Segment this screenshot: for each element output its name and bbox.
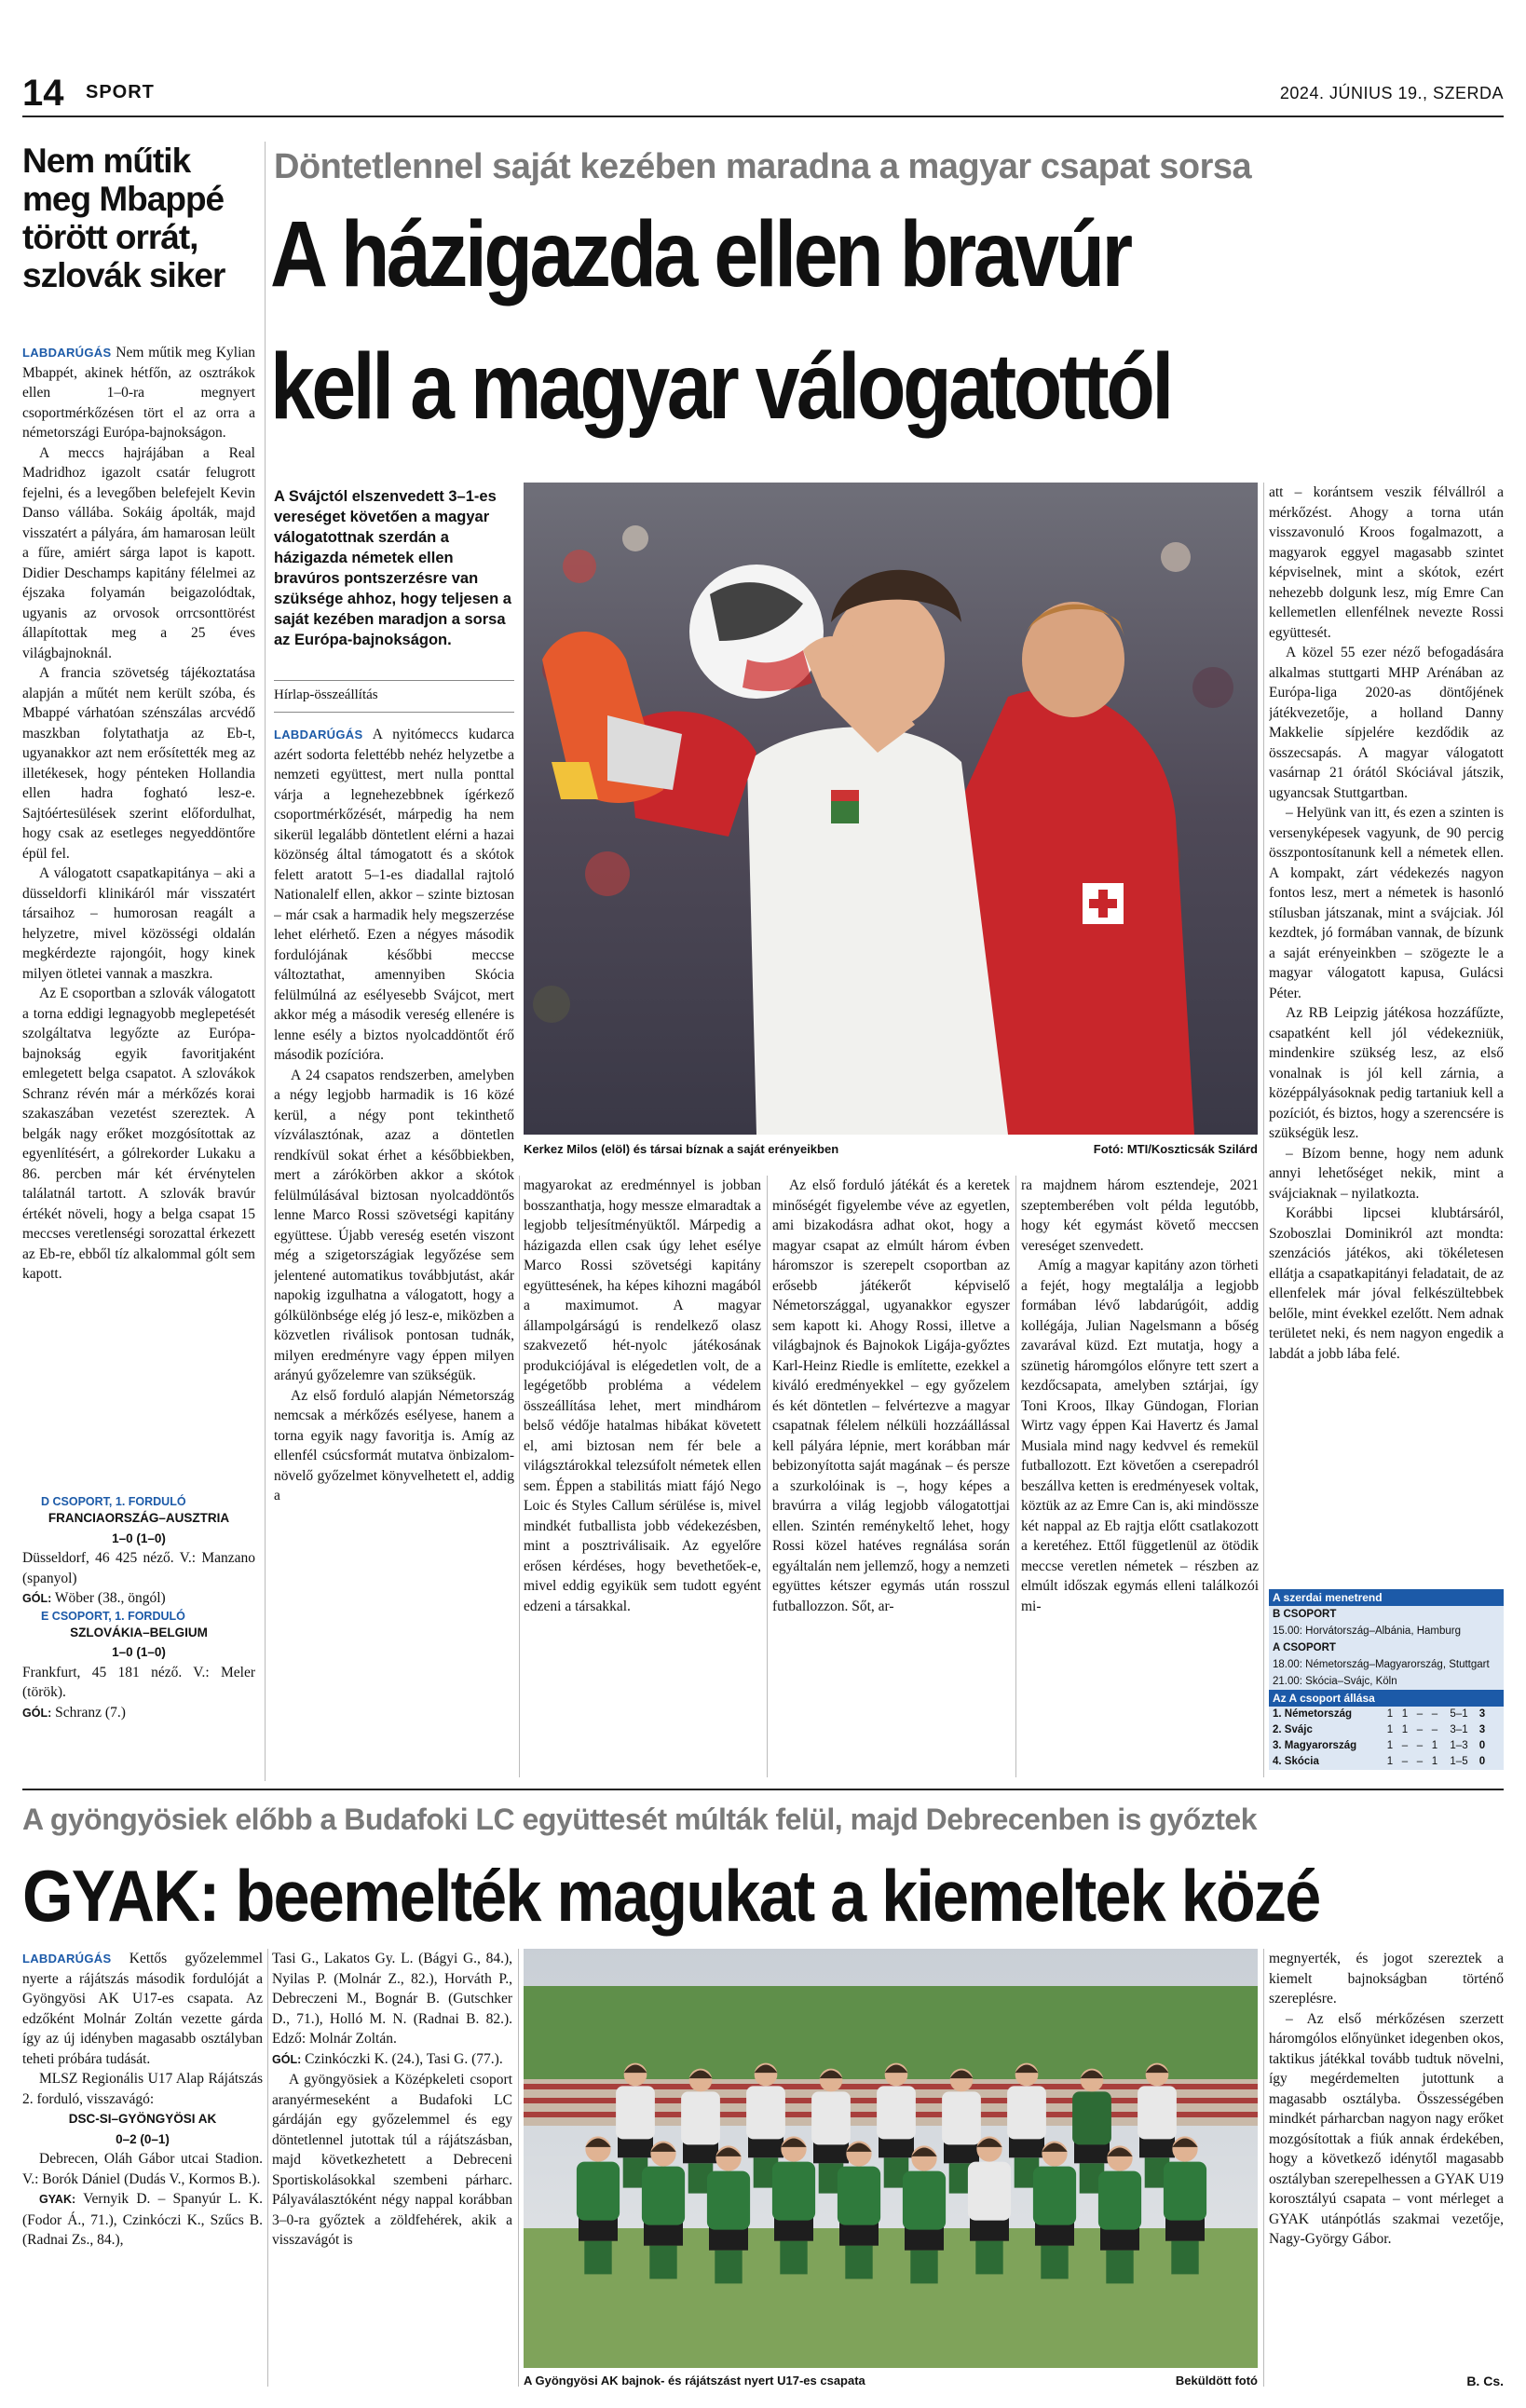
schedule-title: A szerdai menetrend bbox=[1269, 1589, 1504, 1606]
result1-teams: FRANCIAORSZÁG–AUSZTRIA bbox=[48, 1511, 230, 1525]
standings-cell: – bbox=[1416, 1724, 1424, 1735]
bottom-headline: GYAK: beemelték magukat a kiemeltek közé bbox=[22, 1855, 1320, 1937]
bottom-col1: LABDARÚGÁS Kettős győzelemmel nyerte a rájátszás második fordulóját a Gyöngyösi AK U17-es csapata. Az edzőként Molnár Zoltán vezette gárda így az új idényben magasabb osztályban teheti próbára tudását. MLSZ Regionális U17 Alap Rájátszás 2. forduló, visszavágó: DSC-SI–GYÖNGYÖSI AK 0–2 (0–1) Debrecen, Oláh Gábor utcai Stadion. V.: Borók Dániel (Dudás V., Kormos B.). GYAK: Vernyik D. – Spanyúr L. K. (Fodor Á., 71.), Czinkóczi K., Szűcs B. (Radnai Zs., 84.), bbox=[22, 1949, 263, 2396]
byline-rule bbox=[274, 712, 514, 713]
bottom-divider-3 bbox=[1263, 1949, 1264, 2387]
main-headline-line1: A házigazda ellen bravúr bbox=[270, 202, 1130, 306]
bottom-kicker: LABDARÚGÁS bbox=[22, 1952, 112, 1966]
page-number: 14 bbox=[22, 73, 64, 114]
standings-cell: 0 bbox=[1478, 1756, 1486, 1767]
standings-cell: 1 bbox=[1401, 1708, 1409, 1720]
main-photo bbox=[524, 483, 1258, 1135]
team-photo-credit: Beküldött fotó bbox=[1175, 2374, 1258, 2388]
main-col5: att – korántsem veszik félvállról a mérkőzést. Ahogy a torna után visszavonuló Kroos fogalmazott, a magyarok eggyel magasabb szintet képviselnek, mint a skótok, ezért nehezebb dolgunk lesz, míg Emre Can kellemetlen ellenfélnek nevezte Rossi együttesét. A közel 55 ezer néző befogadására alkalmas stuttgarti MHP Arénában az Európa-liga 2020-as döntőjének játékvezetője, a holland Danny Makkelie sípjelére kezdődik az összecsapás. A magyar válogatott vasárnap 21 órától Skóciával játszik, ugyancsak Stuttgartban. – Helyünk van itt, és ezen a szinten is versenyképesek vagyunk, de 90 percig összpontosítanunk kell a németek ellen. A kompakt, zárt védekezés nagyon fontos lesz, mert a németek is hasonló stílusban játszanak, mint a svájciak. Jól kezdtek, jó formában vannak, de bízunk a saját erényeinkben – szögezte le a magyar válogatott kapusa, Gulácsi Péter. Az RB Leipzig játékosa hozzáfűzte, csapatként kell jól védekezniük, mindenkire szükség lesz, az első vonalnak is jól kell zárnia, a középpályásoknak pedig tartaniuk kell a pozíciót, és biztos, hogy a szerencsére is szükségük lesz. – Bízom benne, hogy nem adunk annyi lehetőséget nekik, mint a svájciaknak – nyilatkozta. Korábbi lipcsei klubtársáról, Szoboszlai Dominikról azt mondta: szenzációs játékos, aki tökéletesen ellátja a csapatkapitányi feladatait, de az ellenfelek már jóval felkészültebbek belőle, mint évekkel ezelőtt. Nem adnak területet neki, és nem nagyon engedik a labdát a jobb lába felé. bbox=[1269, 484, 1504, 1362]
bottom-result-teams: DSC-SI–GYÖNGYÖSI AK bbox=[68, 2112, 217, 2126]
standings-team: 3. Magyarország bbox=[1273, 1740, 1357, 1751]
result2-venue: Frankfurt, 45 181 néző. V.: Meler (török). bbox=[22, 1664, 255, 1700]
left-p3: A francia szövetség tájékoztatása alapján a műtét nem került szóba, és Mbappé várhatóan szénszálas arcvédő maszkban folytathatja az Eb-t, ugyanakkor azt nem erősítették meg az illetékesek, hogy pénteken Hollandia ellen hadra fogható lesz-e. Sajtóértesülések szerint előfordulhat, hogy csak az esetleges negyeddöntőre épül fel. bbox=[22, 665, 255, 862]
standings-cell: – bbox=[1431, 1724, 1438, 1735]
standings-cell: 3 bbox=[1478, 1708, 1486, 1720]
section-label: SPORT bbox=[86, 82, 155, 102]
bottom-story-rule bbox=[22, 1789, 1504, 1790]
standings-team: 4. Skócia bbox=[1273, 1756, 1319, 1767]
bottom-signature: B. Cs. bbox=[1466, 2374, 1504, 2388]
bottom-result-venue: Debrecen, Oláh Gábor utcai Stadion. V.: Borók Dániel (Dudás V., Kormos B.). bbox=[22, 2151, 263, 2187]
main-photo-caption: Kerkez Milos (elöl) és társai bíznak a saját erényeikben bbox=[524, 1142, 839, 1156]
main-kicker: LABDARÚGÁS bbox=[274, 728, 363, 741]
result2-score: 1–0 (1–0) bbox=[112, 1645, 166, 1659]
standings-cell: 1 bbox=[1401, 1724, 1409, 1735]
schedule-box bbox=[1269, 1589, 1504, 1770]
main-photo-credit: Fotó: MTI/Koszticsák Szilárd bbox=[1093, 1142, 1258, 1156]
standings-cell: 1–5 bbox=[1450, 1756, 1468, 1767]
standings-cell: 5–1 bbox=[1450, 1708, 1468, 1720]
result1-round: D CSOPORT, 1. FORDULÓ bbox=[41, 1495, 186, 1508]
left-p5: Az E csoportban a szlovák válogatott a torna eddigi legnagyobb meglepetését szolgáltatva legyőzte az Európa-bajnokság egyik favoritjaként emlegetett belga csapatot. A szlovákok Schranz révén már a mérkőzés korai szakaszában vezetést szereztek. A belgák nagy erőket mozgósítottak az egyenlítésért, a gólrekorder Lukaku a 86. percben már két érvénytelen találatnál tartott. A szlovák bravúr értékét növeli, hogy a belga csapat 15 meccses veretlenségi sorozattal érkezett az Eb-re, ebből tíz alkalommal gólt sem kapott. bbox=[22, 986, 255, 1282]
standings-cell: 1 bbox=[1431, 1756, 1438, 1767]
team-photo-caption: A Gyöngyösi AK bajnok- és rájátszást nyert U17-es csapata bbox=[524, 2374, 865, 2388]
main-col2: magyarokat az eredménnyel is jobban bosszanthatja, hogy messze elmaradtak a legjobb teljesítményüktől. Márpedig a házigazda ellen csak úgy lehet esélye Marco Rossi szövetségi kapitány együttesének, ha képes kihozni magából a maximumot. A magyar állampolgárságú is rendelkező olasz szakvezető hét-nyolc játékosának produkciójával is elégedetlen volt, de a legégetőbb probléma a védelem összeállítása lehet, mert mindhárom belső védője hatalmas hibákat követett el, ami biztosan nem fér bele a világsztárokkal telezsúfolt németek ellen sem. Éppen a stabilitás miatt fájó Nego Loic és Styles Callum sérülése is, mivel mindkét futballista jobb védekezésben, mint a posztriválisaik. Az egyelőre erősen kérdéses, hogy bevethetőek-e, mivel eddig egyikük sem tudott egyént edzeni a társakkal. bbox=[524, 1177, 761, 1614]
schedule-a-match2: 21.00: Skócia–Svájc, Köln bbox=[1273, 1676, 1397, 1687]
left-results bbox=[22, 1495, 255, 1723]
header-rule bbox=[22, 116, 1504, 117]
schedule-group-a: A CSOPORT bbox=[1273, 1642, 1336, 1653]
standings-cell: 1 bbox=[1386, 1740, 1394, 1751]
left-p4: A válogatott csapatkapitánya – aki a düsseldorfi klinikáról már visszatért társaihoz – humorosan reagált a helyzetre, mivel közösségi oldalán megkérdezte rajongóit, hogy kinek milyen ötletei vannak a maszkra. bbox=[22, 865, 255, 982]
bottom-result-lineup: GYAK: Vernyik D. – Spanyúr L. K. (Fodor Á., 71.), Czinkóczi K., Szűcs B. (Radnai Zs., 84.), bbox=[22, 2191, 263, 2248]
col-divider-3 bbox=[1015, 1176, 1016, 1777]
standings-team: 1. Németország bbox=[1273, 1708, 1353, 1720]
standings-cell: – bbox=[1431, 1708, 1438, 1720]
lead-rule bbox=[274, 680, 514, 681]
main-col4: ra majdnem három esztendeje, 2021 szeptemberében volt példa legutóbb, hogy két egymást követő meccsen vereséget szenvedett. Amíg a magyar kapitány azon törheti a fejét, hogy megtalálja a legjobb formában lévő labdarúgóit, addig kollégája, Julian Nagelsmann a bőség zavarával küzd. Ezt mutatja, hogy a szünetig háromgólos előnyre tett szert a kezdőcsapata, amelyben sztárjai, így Toni Kroos, Ilkay Gündogan, Florian Wirtz vagy éppen Kai Havertz és Jamal Musiala mind nagy kedvvel és remekül futballozott. Ezt követően a cserepadról beszállva ketten is eredményesek voltak, köztük az az Emre Can is, aki mindössze két nappal az Eb rajtja előtt csatlakozott a keretéhez. Ettől függetlenül az ötödik meccse veretlen németek – részben az elmúlt időszak egymás elleni találkozói mi- bbox=[1021, 1177, 1259, 1614]
result1-score: 1–0 (1–0) bbox=[112, 1531, 166, 1545]
standings-cell: – bbox=[1401, 1740, 1409, 1751]
bottom-overline: A gyöngyösiek előbb a Budafoki LC együttesét múlták felül, majd Debrecenben is győztek bbox=[22, 1803, 1257, 1836]
standings-cell: 1 bbox=[1386, 1756, 1394, 1767]
col-divider-1 bbox=[519, 1176, 520, 1777]
standings-cell: – bbox=[1416, 1756, 1424, 1767]
left-headline: Nem műtik meg Mbappé törött orrát, szlovák siker bbox=[22, 142, 225, 294]
col-divider-4 bbox=[1263, 483, 1264, 1777]
col-divider-2 bbox=[767, 1176, 768, 1777]
standings-cell: 1 bbox=[1431, 1740, 1438, 1751]
standings-team: 2. Svájc bbox=[1273, 1724, 1313, 1735]
result2-round: E CSOPORT, 1. FORDULÓ bbox=[41, 1609, 185, 1623]
standings-row bbox=[1269, 1707, 1504, 1722]
bottom-result-score: 0–2 (0–1) bbox=[116, 2131, 170, 2146]
bottom-divider-2 bbox=[518, 1949, 519, 2387]
standings-cell: 3–1 bbox=[1450, 1724, 1468, 1735]
standings-row bbox=[1269, 1738, 1504, 1754]
team-photo bbox=[524, 1949, 1258, 2368]
bottom-col3: megnyerték, és jogot szereztek a kiemelt bajnokságban történő szereplésre. – Az első mérkőzésen szerzett háromgólos előnyünket idegenben okos, taktikus játékkal tovább tudtuk növelni, így megérdemelten jutottunk a magasabb osztályba. Összességében mindkét párharcban nagyon nagy erőket mozgósítottak a fiúk annak érdekében, hogy a következő idénytől magasabb osztályban szerepelhessen a GYAK U19 korosztályú csapata – vont mérleget a GYAK utánpótlás szakmai vezetője, Nagy-György Gábor. bbox=[1269, 1951, 1504, 2247]
left-body bbox=[22, 343, 255, 1489]
standings-cell: 0 bbox=[1478, 1740, 1486, 1751]
standings-cell: 1 bbox=[1386, 1708, 1394, 1720]
standings-cell: – bbox=[1416, 1708, 1424, 1720]
issue-date: 2024. JÚNIUS 19., SZERDA bbox=[1279, 84, 1504, 102]
standings-cell: 3 bbox=[1478, 1724, 1486, 1735]
main-byline: Hírlap-összeállítás bbox=[274, 687, 378, 702]
left-p2: A meccs hajrájában a Real Madridhoz igazolt csatár felugrott fejelni, és a levegőben belefejelt Kevin Danso vállába. Sokáig ápolták, majd visszatért a pályára, ám hamarosan leült a fűre, amiért sárga lapot is kapott. Didier Deschamps kapitány félelmei az éjszaka folyamán beigazolódtak, ugyanis az orvosok orrcsonttörést állapítottak meg a 25 éves világbajnoknál. bbox=[22, 444, 255, 661]
left-p1: Nem műtik meg Kylian Mbappét, akinek hétfőn, az osztrákok ellen 1–0-ra megnyert csoportmérkőzésen tört el az orra a németországi Európa-bajnokságon. bbox=[22, 345, 255, 441]
main-overline: Döntetlennel saját kezében maradna a magyar csapat sorsa bbox=[274, 147, 1252, 186]
standings-cell: – bbox=[1401, 1756, 1409, 1767]
result1-venue: Düsseldorf, 46 425 néző. V.: Manzano (spanyol) bbox=[22, 1550, 255, 1586]
schedule-b-match1: 15.00: Horvátország–Albánia, Hamburg bbox=[1273, 1626, 1462, 1637]
football-players-photo bbox=[524, 483, 1258, 1135]
result2-teams: SZLOVÁKIA–BELGIUM bbox=[70, 1625, 208, 1639]
standings-row bbox=[1269, 1754, 1504, 1770]
result2-goals: GÓL: Schranz (7.) bbox=[22, 1704, 126, 1721]
standings-cell: – bbox=[1416, 1740, 1424, 1751]
main-col3: Az első forduló játékát és a keretek minőségét figyelembe véve az egyetlen, ami bizakodásra adhat okot, hogy a magyar csapat az elmúlt három évben háromszor is szerepelt csoportban az erősebb játékerőt képviselő Németországgal, ugyanakkor egyszer sem kapott ki. Ahogy Rossi, illetve a világbajnok és Bajnokok Ligája-győztes Karl-Heinz Riedle is említette, ezekkel a kiváló eredményekkel – egy győzelem és két döntetlen – felvértezve a magyar csapatnak félelem nélküli hozzáállással kell pályára lépnie, mert korábban már bebizonyította saját magának – és persze a szurkolóinak is –, hogy képes a bravúrra a világ legjobb válogatottjai ellen. Szintén reménykeltő lehet, hogy Rossi közel hatéves regnálása során egyáltalán nem jellemző, hogy a nemzeti együttes kétszer egymás után rosszul futballozzon. Sőt, ar- bbox=[772, 1177, 1010, 1614]
standings-cell: 1 bbox=[1386, 1724, 1394, 1735]
standings-cell: 1–3 bbox=[1450, 1740, 1468, 1751]
schedule-a-match1: 18.00: Németország–Magyarország, Stuttgart bbox=[1273, 1659, 1490, 1670]
team-group-photo bbox=[524, 1949, 1258, 2368]
left-column-divider bbox=[265, 142, 266, 1781]
bottom-divider-1 bbox=[267, 1949, 268, 2387]
standings-title: Az A csoport állása bbox=[1269, 1690, 1504, 1707]
schedule-group-b: B CSOPORT bbox=[1273, 1609, 1337, 1620]
main-col1: LABDARÚGÁS A nyitómeccs kudarca azért sodorta felettébb nehéz helyzetbe a nemzeti együttest, mert nulla ponttal várja a legnehezebbnek ígérkező csoportmérkőzését, márpedig ha nem sikerül legalább döntetlent elérni a hazai közönség által támogatott és a skótok felett aratott 5–1-es diadallal rajtoló Nationalelf ellen, akkor – szinte biztosan – már csak a harmadik hely megszerzése lehet elérhető. Ezen a négyes második fordulójának későbbi meccse változtathat, amennyiben Skócia felülmúlná az esélyesebb Svájcot, mert akkor még a második vereség ellenére is lenne esély a biztos nyolcaddöntőt érő második pozícióra. A 24 csapatos rendszerben, amelyben a négy legjobb harmadik is 16 közé kerül, a négy pont tekinthető vízválasztónak, azaz a döntetlen rendkívül sokat érhet a későbbiekben, mert a zárókörben akkor a skótok felülmúlásával biztosan nyolcaddöntős lenne Marco Rossi szövetségi kapitány együttese. Újabb vereség esetén viszont még a szigetországiak legyőzése sem jelentené automatikus továbbjutást, akár napokig izgulhatna a válogatott, hogy a gólkülönbsége elég jó lesz-e, miközben a közvetlen riválisok pontosan tudnák, milyen eredményre vagy éppen milyen arányú győzelemre van szükségük. Az első forduló alapján Németország nemcsak a mérkőzés esélyese, hanem a torna egyik nagy favoritja is. Amíg az ellenfél csúcsformát mutatva önbizalom-növelő győzelmet könyvelhetett el, addig a bbox=[274, 727, 514, 1503]
standings-table bbox=[1269, 1707, 1504, 1770]
main-lead: A Svájctól elszenvedett 3–1-es vereséget követően a magyar válogatottnak szerdán a házigazda németek ellen bravúros pontszerzésre van szüksége ahhoz, hogy teljesen a saját kezében maradjon a sorsa az Európa-bajnokságon. bbox=[274, 488, 511, 648]
left-kicker: LABDARÚGÁS bbox=[22, 346, 112, 360]
standings-row bbox=[1269, 1722, 1504, 1738]
bottom-col2: Tasi G., Lakatos Gy. L. (Bágyi G., 84.), Nyilas P. (Molnár Z., 82.), Horváth P., Debreczeni M., Bognár B. (Gutschker D., 71.), Holló M. N. (Radnai B. 82.). Edző: Molnár Zoltán. GÓL: Czinkóczki K. (24.), Tasi G. (77.). A gyöngyösiek a Középkeleti csoport aranyérmeseként a Budafoki LC gárdáján egy győzelemmel és egy döntetlennel jutottak túl a rájátszásban, majd következhetett a Debreceni Sportiskolásokkal szembeni párharc. Pályaválasztóként négy nappal korábban 3–0-ra győztek a zöldfehérek, akik a visszavágót is bbox=[272, 1951, 512, 2248]
main-headline-line2: kell a magyar válogatottól bbox=[270, 334, 1171, 439]
result1-goals: GÓL: Wöber (38., öngól) bbox=[22, 1590, 166, 1606]
